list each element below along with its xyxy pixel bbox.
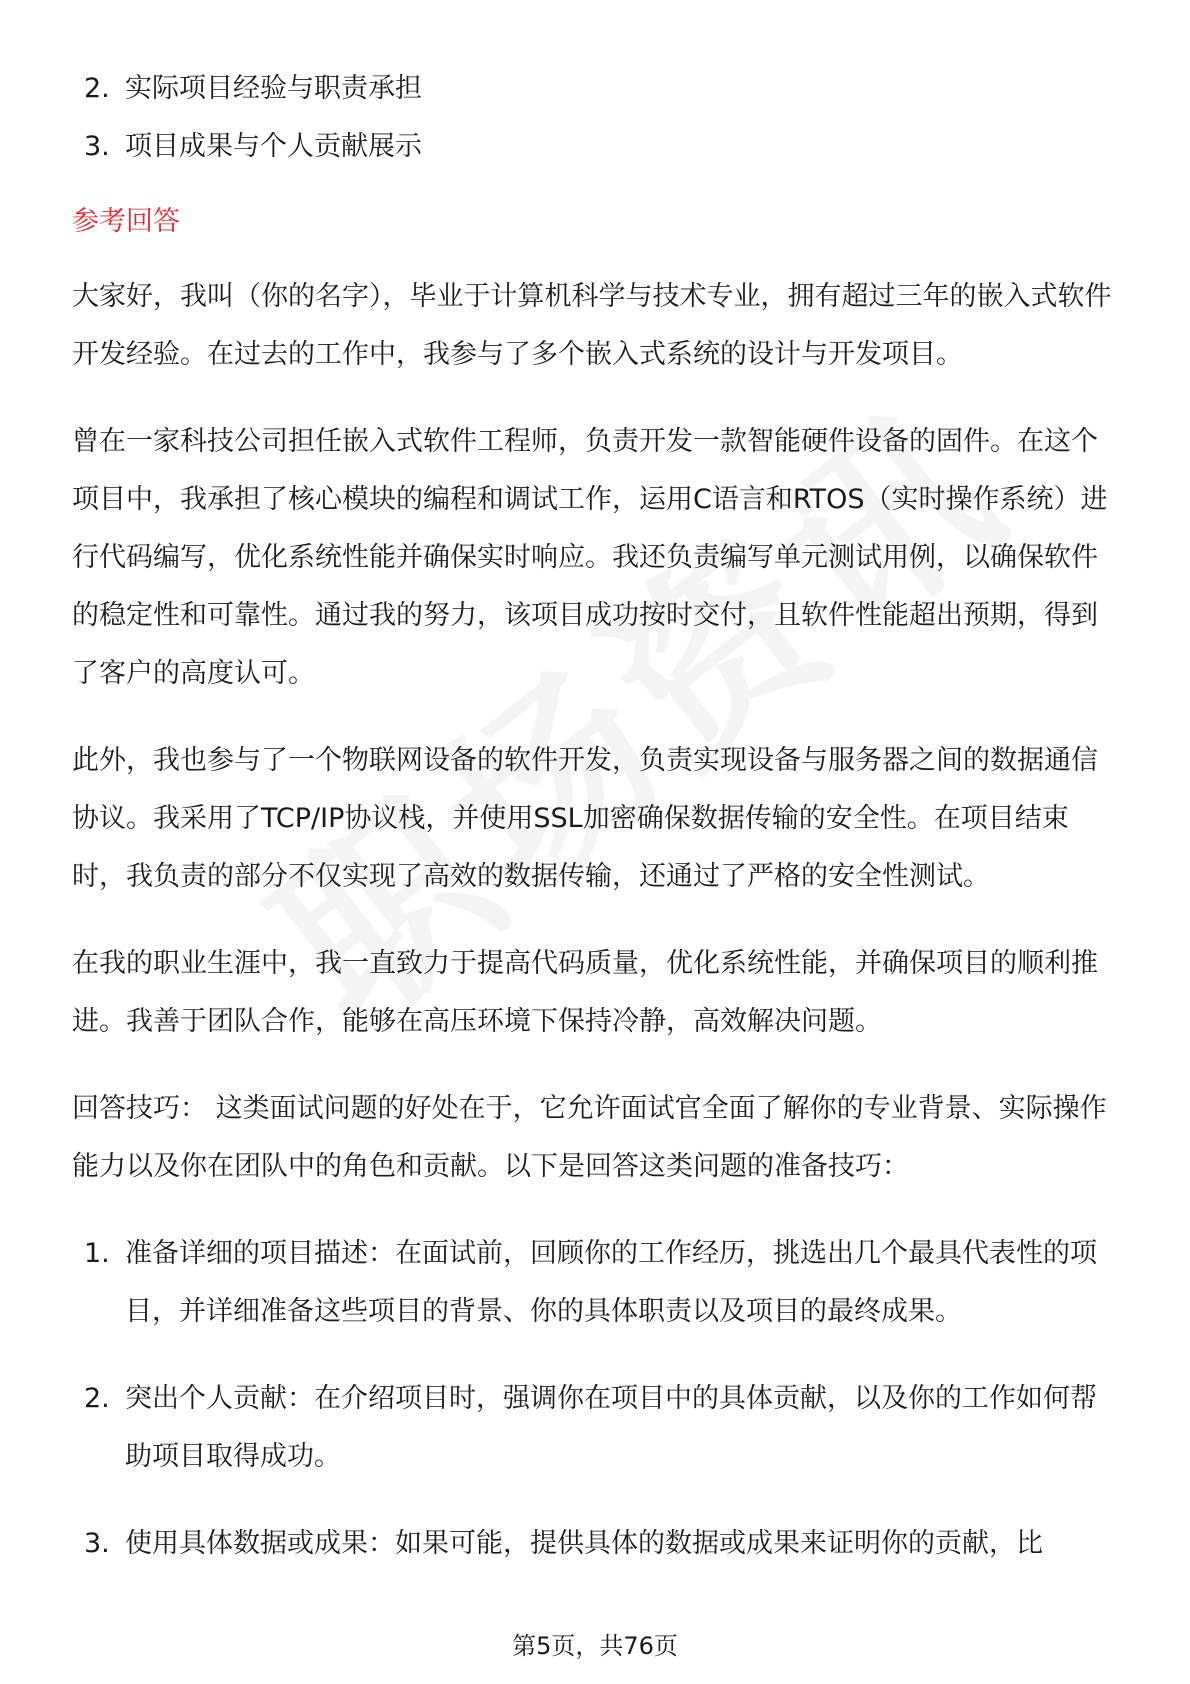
list-item — [72, 1370, 1122, 1486]
paragraph: 在我的职业生涯中，我一直致力于提高代码质量，优化系统性能，并确保项目的顺利推进。我善于团队合作，能够在高压环境下保持冷静，高效解决问题。 — [72, 948, 1098, 1037]
list-text: 突出个人贡献：在介绍项目时，强调你在项目中的具体贡献，以及你的工作如何帮助项目取得成功。 — [125, 1383, 1097, 1472]
list-item — [72, 1515, 1122, 1573]
paragraph: 曾在一家科技公司担任嵌入式软件工程师，负责开发一款智能硬件设备的固件。在这个项目中，我承担了核心模块的编程和调试工作，运用C语言和RTOS（实时操作系统）进行代码编写，优化系统性能并确保实时响应。我还负责编写单元测试用例，以确保软件的稳定性和可靠性。通过我的努力，该项目成功按时交付，且软件性能超出预期，得到了客户的高度认可。 — [72, 426, 1108, 689]
content — [72, 60, 1122, 1602]
paragraph: 大家好，我叫（你的名字），毕业于计算机科学与技术专业，拥有超过三年的嵌入式软件开发经验。在过去的工作中，我参与了多个嵌入式系统的设计与开发项目。 — [72, 281, 1112, 370]
list-number: 2. — [84, 73, 110, 104]
list-text: 项目成果与个人贡献展示 — [125, 131, 422, 162]
list-number: 3. — [84, 131, 110, 162]
paragraph: 此外，我也参与了一个物联网设备的软件开发，负责实现设备与服务器之间的数据通信协议。我采用了TCP/IP协议栈，并使用SSL加密确保数据传输的安全性。在项目结束时，我负责的部分不仅实现了高效的数据传输，还通过了严格的安全性测试。 — [72, 745, 1098, 892]
section-heading: 参考回答 — [72, 206, 180, 237]
list-number: 1. — [84, 1238, 110, 1269]
page-footer: 第5页，共76页 — [512, 1632, 678, 1660]
list-number: 2. — [84, 1383, 110, 1414]
list-text: 实际项目经验与职责承担 — [125, 73, 422, 104]
top-list — [72, 60, 1122, 176]
tips-list — [72, 1225, 1122, 1573]
list-item — [72, 1225, 1122, 1341]
list-text: 准备详细的项目描述：在面试前，回顾你的工作经历，挑选出几个最具代表性的项目，并详细准备这些项目的背景、你的具体职责以及项目的最终成果。 — [125, 1238, 1097, 1327]
list-number: 3. — [84, 1528, 110, 1559]
paragraph: 回答技巧： 这类面试问题的好处在于，它允许面试官全面了解你的专业背景、实际操作能力以及你在团队中的角色和贡献。以下是回答这类问题的准备技巧： — [72, 1093, 1107, 1182]
list-item — [72, 118, 1122, 176]
list-text: 使用具体数据或成果：如果可能，提供具体的数据或成果来证明你的贡献，比 — [125, 1528, 1043, 1559]
list-item — [72, 60, 1122, 118]
